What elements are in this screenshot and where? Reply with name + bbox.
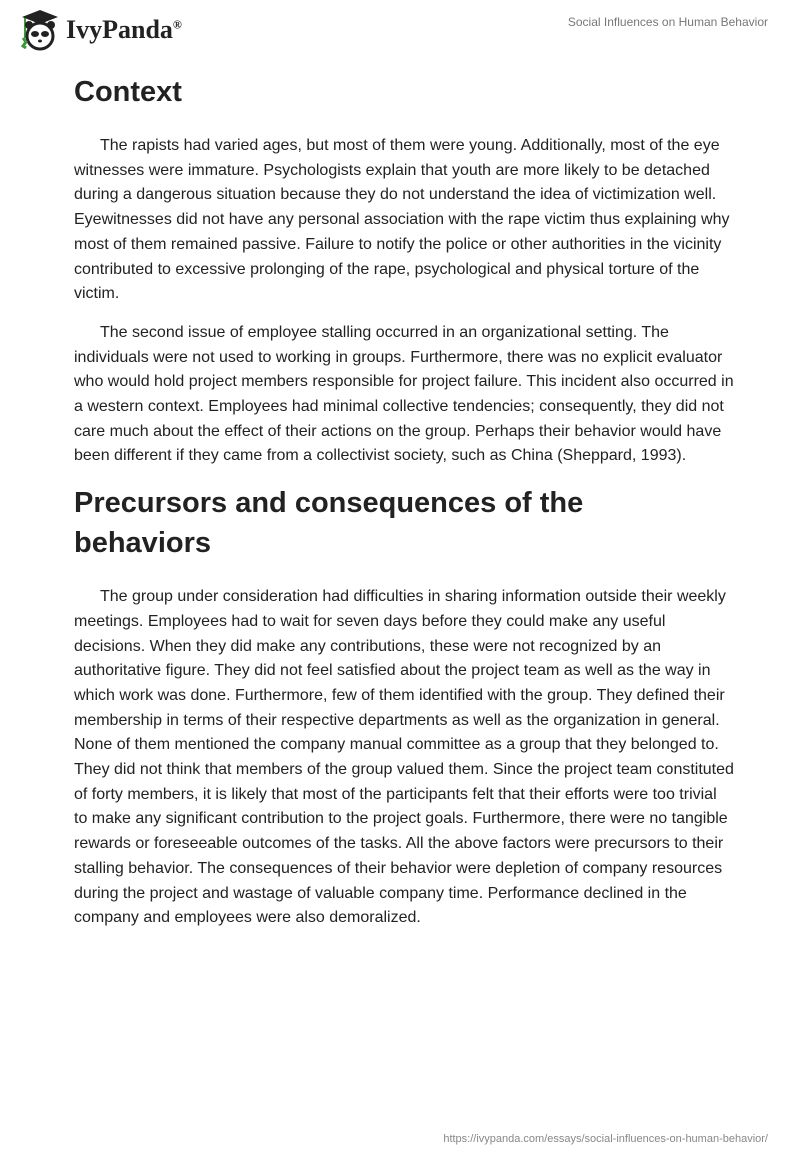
source-url[interactable]: https://ivypanda.com/essays/social-influences-on-human-behavior/ — [443, 1133, 768, 1145]
paragraph: The second issue of employee stalling occurred in an organizational setting. The individuals were not used to working in groups. Furthermore, there was no explicit evaluator who would hold project members responsible for project failure. This incident also occurred in a western context. Employees had minimal collective tendencies; consequently, they did not care much about the effect of their actions on the group. Perhaps their behavior would have been different if they came from a collectivist society, such as China (Sheppard, 1993). — [74, 323, 734, 465]
registered-mark: ® — [172, 17, 182, 32]
paragraph: The group under consideration had difficulties in sharing information outside their weekly meetings. Employees had to wait for seven days before they could make any useful decisions. When they did make any contributions, these were not recognized by an authoritative figure. They did not feel satisfied about the project team as well as the way in which work was done. Furthermore, few of them identified with the group. They defined their membership in terms of their respective departments as well as the organization in general. None of them mentioned the company manual committee as a group that they belonged to. They did not think that members of the group valued them. Since the project team constituted of forty members, it is likely that most of the participants felt that their efforts were too trivial to make any significant contribution to the project goals. Furthermore, there were no tangible rewards or foreseeable outcomes of the tasks. All the above factors were precursors to their stalling behavior. The consequences of their behavior were depletion of company resources during the project and wastage of valuable company time. Performance declined in the company and employees were also demoralized. — [74, 588, 734, 927]
brand-text: IvyPanda — [66, 15, 173, 44]
article-body — [74, 72, 734, 945]
panda-logo-icon — [20, 8, 60, 52]
brand-name — [66, 15, 182, 45]
section-heading-context: Context — [74, 76, 182, 108]
ivypanda-logo[interactable] — [20, 8, 182, 52]
document-title: Social Influences on Human Behavior — [567, 15, 768, 29]
section-heading-precursors: Precursors and consequences of the behaviors — [74, 487, 584, 560]
paragraph: The rapists had varied ages, but most of them were young. Additionally, most of the eye witnesses were immature. Psychologists explain that youth are more likely to be detached during a dangerous situation because they do not understand the idea of victimization well. Eyewitnesses did not have any personal association with the rape victim thus explaining why most of them remained passive. Failure to notify the police or other authorities in the vicinity contributed to excessive prolonging of the rape, psychological and physical torture of the victim. — [74, 137, 730, 303]
